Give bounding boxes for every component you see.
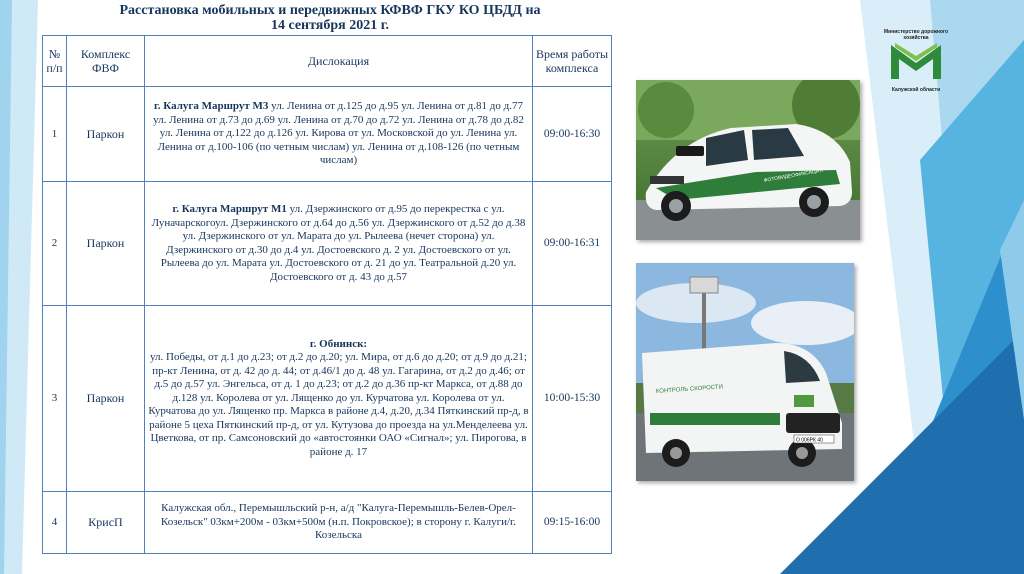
row-location-text: ул. Дзержинского от д.95 до перекрестка с ул. Луначарскогоул. Дзержинского от д.64 до д.56 ул. Дзержинского от д.52 до д.38 ул. Дзержинского от ул. Марата до ул. Рылеева (нечет сторона) ул. Дзержинского от д.30 до д.4 ул. Достоевского д. 2 ул. Достоевского от ул. Рылеева до ул. Марата ул. Достоевского от д. 21 до ул. Театральной д.20 ул. Достоевского от д. 43 до д.57: [151, 203, 526, 283]
row-location-text: ул. Победы, от д.1 до д.23; от д.2 до д.20; ул. Мира, от д.6 до д.20; от д.9 до д.21; пр-кт Ленина, от д. 42 до д. 44; от д.46/1 до д. 48 ул. Гагарина, от д.2 до д.46; от д.5 до д.57 ул. Энгельса, от д. 1 до д.23; от д.2 до д.36 пр-кт Маркса, от д.88 до д.128 ул. Королева от ул. Лященко до ул. Курчатова ул. Королева от ул. Курчатова до ул. Лященко пр. Маркса в районе д.4, д.20, д.34 Пяткинский пр-д, в районе 5 цеха Пяткинский пр-д, от ул. Кутузова до проезда на ул.Менделеева ул. Цветкова, от пр. Самсоновский до «автостоянки ОАО «Сигнал»; ул. Пирогова, в районе д. 17: [148, 351, 529, 458]
row-complex: Паркон: [67, 87, 145, 182]
row-location: [145, 306, 533, 492]
row-location-city: г. Обнинск:: [309, 337, 368, 350]
row-complex: Паркон: [67, 182, 145, 306]
header-num: № п/п: [43, 36, 67, 87]
header-complex: Комплекс ФВФ: [67, 36, 145, 87]
page-title: [40, 3, 620, 33]
row-location: [145, 492, 533, 554]
placement-table: [42, 35, 612, 554]
row-complex: Паркон: [67, 306, 145, 492]
speed-camera-van-photo-icon: [636, 263, 854, 481]
car-side-text: ФОТОВИДЕОФИКСАЦИЯ: [763, 167, 824, 184]
table-row: [43, 306, 612, 492]
row-num: 2: [43, 182, 67, 306]
row-time: 10:00-15:30: [533, 306, 612, 492]
ministry-logo: [880, 30, 952, 104]
row-complex: КрисП: [67, 492, 145, 554]
header-location: Дислокация: [145, 36, 533, 87]
table-row: [43, 182, 612, 306]
row-location-city: г. Калуга Маршрут М3: [154, 100, 269, 113]
row-time: 09:00-16:30: [533, 87, 612, 182]
header-time: Время работы комплекса: [533, 36, 612, 87]
row-location: [145, 87, 533, 182]
row-num: 1: [43, 87, 67, 182]
row-location-city: г. Калуга Маршрут М1: [172, 203, 287, 215]
title-line-1: Расстановка мобильных и передвижных КФВФ ГКУ КО ЦБДД на: [119, 3, 541, 18]
row-location-text: ул. Ленина от д.125 до д.95 ул. Ленина от д.81 до д.77 ул. Ленина от д.73 до д.69 ул. Ленина от д.70 до д.72 ул. Ленина от д.78 до д.82 ул. Ленина от д.122 до д.126 ул. Кирова от ул. Московской до ул. Ленина ул. Ленина от д.100-106 (по четным числам) ул. Ленина от д.108-126 (по четным числам): [153, 100, 524, 167]
van-side-text: КОНТРОЛЬ СКОРОСТИ: [655, 384, 724, 395]
patrol-car-photo-icon: [636, 80, 860, 240]
row-num: 4: [43, 492, 67, 554]
table-row: [43, 87, 612, 182]
logo-bottom-text: Калужской области: [891, 87, 941, 93]
title-line-2: 14 сентября 2021 г.: [270, 18, 390, 33]
van-plate: О 006РК 40: [796, 437, 823, 444]
row-time: 09:15-16:00: [533, 492, 612, 554]
row-location: [145, 182, 533, 306]
row-location-text: Калужская обл., Перемышльский р-н, а/д "Калуга-Перемышль-Белев-Орел-Козельск" 03км+200м - 03км+500м (н.п. Покровское); в сторону г. Калуги/г. Козельска: [160, 502, 517, 542]
table-row: [43, 492, 612, 554]
row-time: 09:00-16:31: [533, 182, 612, 306]
logo-top-text: Министерство дорожного хозяйства: [883, 29, 949, 41]
table-header-row: [43, 36, 612, 87]
ministry-logo-icon: [889, 41, 943, 81]
row-num: 3: [43, 306, 67, 492]
